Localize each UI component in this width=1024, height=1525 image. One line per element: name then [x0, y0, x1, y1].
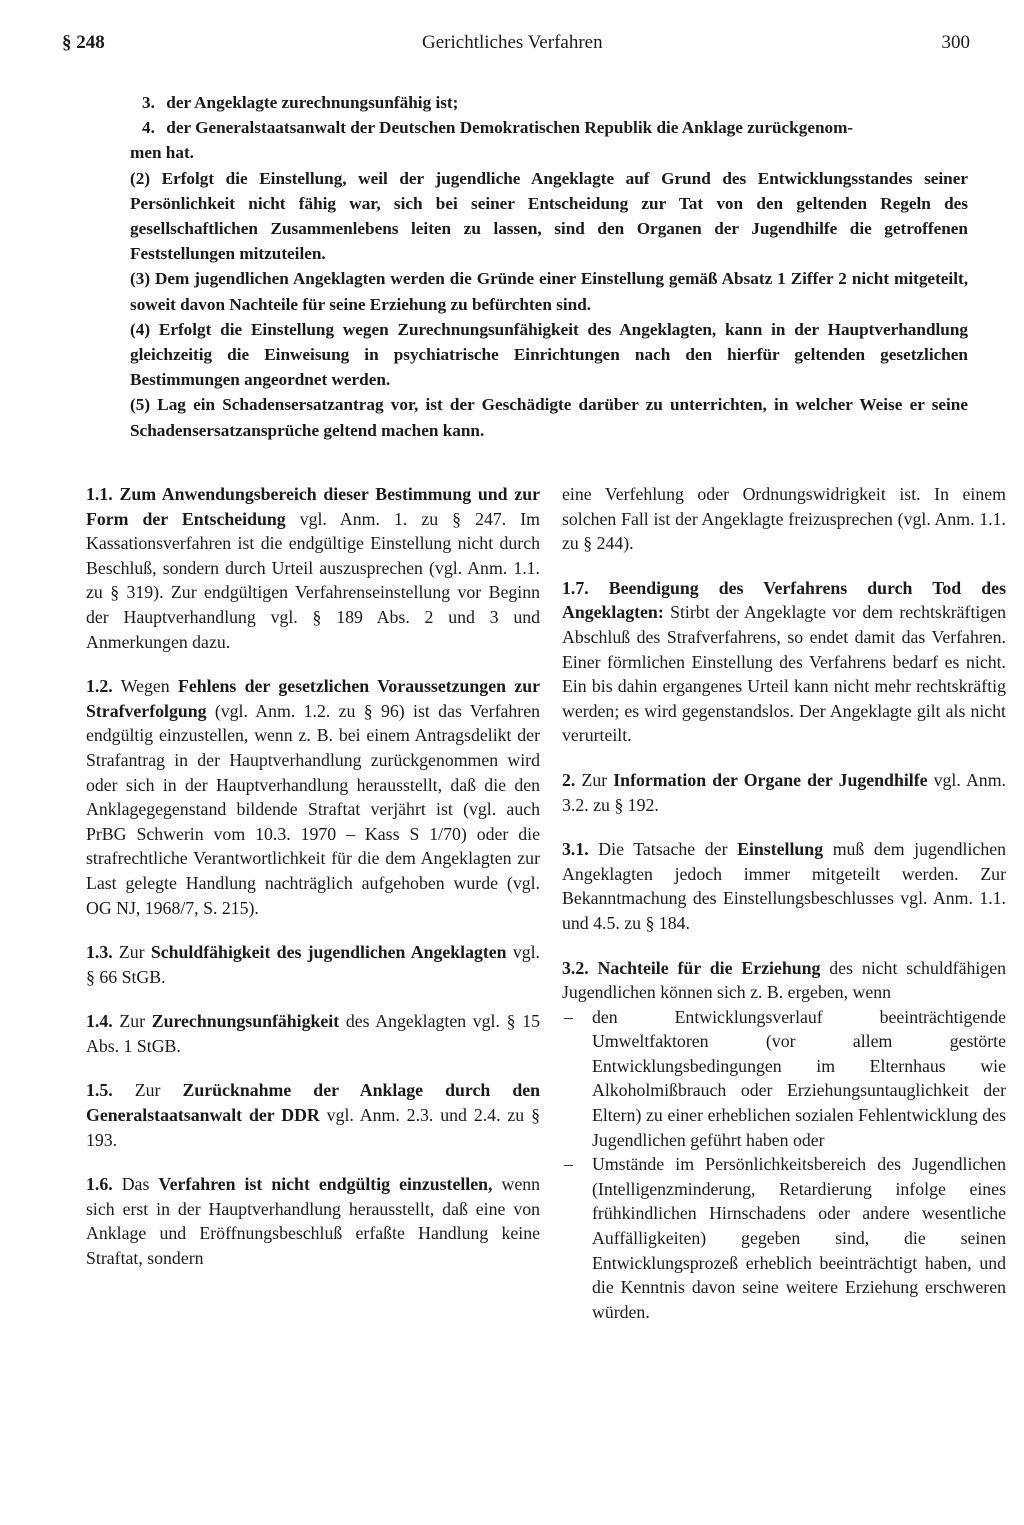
- statute-para-2: (2) Erfolgt die Einstellung, weil der jugendliche Angeklagte auf Grund des Entwicklungsstandes seiner Persönlichkeit nicht fähig war, sich bei seiner Entscheidung zur Tat von den geltenden Regeln des gesellschaftlichen Zusammenlebens leiten zu lassen, sind den Organen der Jugendhilfe die getroffenen Feststellungen mitzuteilen.: [130, 168, 968, 264]
- note-1-2: 1.2. Wegen Fehlens der gesetzlichen Voraussetzungen zur Strafverfolgung (vgl. Anm. 1.2. zu § 96) ist das Verfahren endgültig einzustellen, wenn z. B. bei einem Antragsdelikt der Strafantrag in der Hauptverhandlung zurückgenommen wird oder sich in der Hauptverhandlung herausstellt, daß die den Anklagegegenstand bildende Straftat verjährt ist (vgl. auch PrBG Schwerin vom 10.3. 1970 – Kass S 1/70) oder die strafrechtliche Verantwortlichkeit für die dem Angeklagten zur Last gelegte Handlung nachträglich aufgehoben wurde (vgl. OG NJ, 1968/7, S. 215).: [86, 676, 540, 918]
- note-1-6: 1.6. Das Verfahren ist nicht endgültig einzustellen, wenn sich erst in der Hauptverhandlung herausstellt, daß eine von Anklage und Eröffnungsbeschluß erfaßte Handlung keine Straftat, sondern: [86, 1174, 541, 1269]
- note-3-2: 3.2. Nachteile für die Erziehung des nicht schuldfähigen Jugendlichen können sich z. B. ergeben, wenn: [562, 957, 1006, 1003]
- note-1-1: 1.1. Zum Anwendungsbereich dieser Bestimmung und zur Form der Entscheidung vgl. Anm. 1. zu § 247. Im Kassationsverfahren ist die endgültige Einstellung nicht durch Beschluß, sondern durch Urteil auszusprechen (vgl. Anm. 1.1. zu § 319). Zur endgültigen Verfahrenseinstellung vor Beginn der Hauptverhandlung vgl. § 189 Abs. 2 und 3 und Anmerkungen dazu.: [86, 484, 540, 652]
- note-1-7: 1.7. Beendigung des Verfahrens durch Tod des Angeklagten: Stirbt der Angeklagte vor dem rechtskräftigen Abschluß des Strafverfahrens, so endet damit das Verfahren. Einer förmlichen Einstellung des Verfahrens bedarf es nicht. Ein bis dahin ergangenes Urteil kann nicht mehr rechtskräftig werden; es wird gegenstandslos. Der Angeklagte gilt als nicht verurteilt.: [562, 577, 1006, 746]
- note-1-3: 1.3. Zur Schuldfähigkeit des jugendlichen Angeklagten vgl. § 66 StGB.: [86, 942, 540, 987]
- statute-item-4-cont: men hat.: [130, 143, 194, 163]
- statute-item-4: 4. der Generalstaatsanwalt der Deutschen Demokratischen Republik die Anklage zurückgenom-: [142, 118, 854, 138]
- running-title: Gerichtliches Verfahren: [422, 32, 603, 53]
- statute-item-3: 3. der Angeklagte zurechnungsunfähig ist;: [142, 93, 459, 112]
- note-3-1: 3.1. Die Tatsache der Einstellung muß dem jugendlichen Angeklagten jedoch immer mitgeteilt werden. Zur Bekanntmachung des Einstellungsbeschlusses vgl. Anm. 1.1. und 4.5. zu § 184.: [562, 839, 1006, 933]
- section-number: § 248: [62, 32, 105, 53]
- statute-para-3: (3) Dem jugendlichen Angeklagten werden die Gründe einer Einstellung gemäß Absatz 1 Ziffer 2 nicht mitgeteilt, soweit davon Nachteile für seine Erziehung zu befürchten sind.: [130, 269, 968, 314]
- note-1-6-continued: eine Verfehlung oder Ordnungswidrigkeit ist. In einem solchen Fall ist der Angeklagte freizusprechen (vgl. Anm. 1.1. zu § 244).: [562, 484, 1006, 554]
- statute-para-5: (5) Lag ein Schadensersatzantrag vor, ist der Geschädigte darüber zu unterrichten, in welcher Weise er seine Schadensersatzansprüche geltend machen kann.: [130, 395, 968, 440]
- page-header: [62, 32, 1002, 72]
- list-item: – den Entwicklungsverlauf beeinträchtigende Umweltfaktoren (vor allem gestörte Entwicklungsbedingungen im Elternhaus wie Alkoholmißbrauch oder Erziehungsuntauglichkeit der Eltern) zu einer erheblichen sozialen Fehlentwicklung des Jugendlichen geführt haben oder: [564, 1006, 1006, 1150]
- commentary-left-column: [86, 482, 540, 1291]
- statute-para-4: (4) Erfolgt die Einstellung wegen Zurechnungsunfähigkeit des Angeklagten, kann in der Hauptverhandlung gleichzeitig die Einweisung in psychiatrische Einrichtungen nach den hierfür geltenden gesetzlichen Bestimmungen angeordnet werden.: [130, 319, 968, 390]
- list-item: – Umstände im Persönlichkeitsbereich des Jugendlichen (Intelligenzminderung, Retardierung infolge eines frühkindlichen Hirnschadens oder andere wesentliche Auffälligkeiten) gegeben sind, die seinen Entwicklungsprozeß erheblich beeinträchtigt haben, und die Kenntnis davon seine weitere Erziehung erschweren würden.: [564, 1154, 1006, 1322]
- page-number: 300: [941, 32, 970, 53]
- note-1-4: 1.4. Zur Zurechnungsunfähigkeit des Angeklagten vgl. § 15 Abs. 1 StGB.: [86, 1011, 540, 1056]
- commentary-right-column: [562, 482, 1006, 1324]
- statute-text: [130, 90, 968, 443]
- note-2: 2. Zur Information der Organe der Jugendhilfe vgl. Anm. 3.2. zu § 192.: [562, 769, 1006, 815]
- note-1-5: 1.5. Zur Zurücknahme der Anklage durch den Generalstaatsanwalt der DDR vgl. Anm. 2.3. und 2.4. zu § 193.: [86, 1080, 540, 1150]
- note-3-2-list: [562, 1005, 1006, 1325]
